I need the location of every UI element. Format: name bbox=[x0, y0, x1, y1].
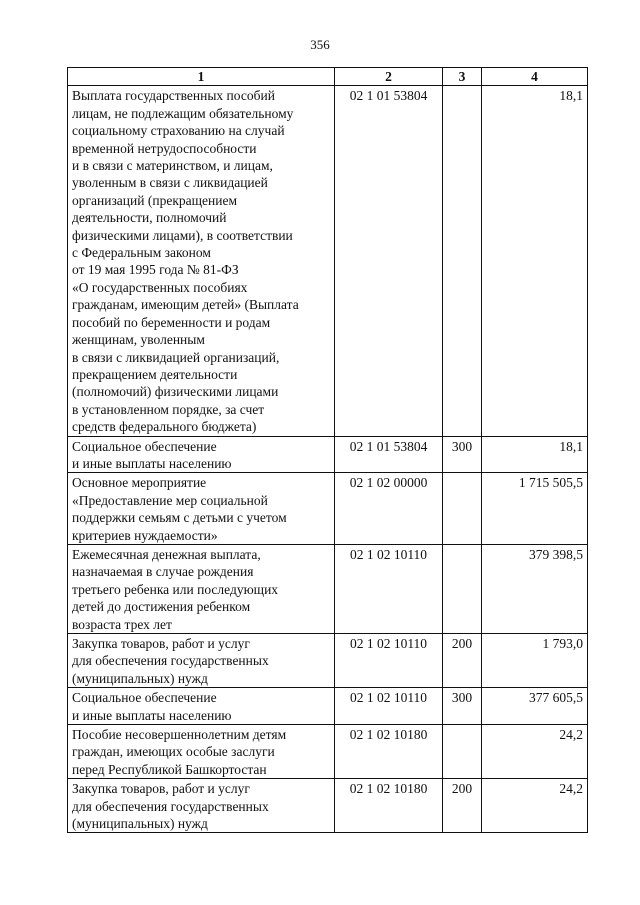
row-description: Выплата государственных пособий лицам, не подлежащим обязательному социальному страхованию на случай временной нетрудоспособности и в связи с материнством, и лицам, уволенным в связи с ликвидацией организаций (прекращением деятельности, полномочий физическими лицами), в соответствии с Федеральным законом от 19 мая 1995 года № 81-ФЗ «О государственных пособиях гражданам, имеющим детей» (Выплата пособий по беременности и родам женщинам, уволенным в связи с ликвидацией организаций, прекращением деятельности (полномочий) физическими лицами в установленном порядке, за счет средств федерального бюджета) bbox=[68, 86, 335, 436]
row-kind bbox=[443, 86, 482, 436]
row-kind: 200 bbox=[443, 779, 482, 833]
row-code: 02 1 02 10180 bbox=[335, 725, 443, 779]
header-row bbox=[68, 68, 588, 86]
row-amount: 1 793,0 bbox=[482, 634, 588, 688]
row-description: Закупка товаров, работ и услуг для обеспечения государственных (муниципальных) нужд bbox=[68, 634, 335, 688]
table-row bbox=[68, 544, 588, 633]
row-amount: 18,1 bbox=[482, 436, 588, 473]
table-header bbox=[68, 68, 588, 86]
row-code: 02 1 02 10110 bbox=[335, 688, 443, 725]
row-amount: 18,1 bbox=[482, 86, 588, 436]
table-body bbox=[68, 86, 588, 833]
row-kind: 300 bbox=[443, 436, 482, 473]
table-row bbox=[68, 688, 588, 725]
row-description: Социальное обеспечение и иные выплаты населению bbox=[68, 688, 335, 725]
budget-table bbox=[67, 67, 588, 833]
row-kind bbox=[443, 473, 482, 545]
row-description: Ежемесячная денежная выплата, назначаемая в случае рождения третьего ребенка или последующих детей до достижения ребенком возраста трех лет bbox=[68, 544, 335, 633]
row-description: Социальное обеспечение и иные выплаты населению bbox=[68, 436, 335, 473]
row-code: 02 1 01 53804 bbox=[335, 86, 443, 436]
header-cell-kind: 3 bbox=[443, 68, 482, 86]
table-row bbox=[68, 725, 588, 779]
table-row bbox=[68, 779, 588, 833]
row-kind: 200 bbox=[443, 634, 482, 688]
row-code: 02 1 02 00000 bbox=[335, 473, 443, 545]
header-cell-description: 1 bbox=[68, 68, 335, 86]
row-kind: 300 bbox=[443, 688, 482, 725]
table-row bbox=[68, 634, 588, 688]
table-row bbox=[68, 86, 588, 436]
row-code: 02 1 02 10110 bbox=[335, 634, 443, 688]
row-code: 02 1 02 10110 bbox=[335, 544, 443, 633]
row-code: 02 1 02 10180 bbox=[335, 779, 443, 833]
row-amount: 377 605,5 bbox=[482, 688, 588, 725]
row-amount: 24,2 bbox=[482, 725, 588, 779]
row-description: Закупка товаров, работ и услуг для обеспечения государственных (муниципальных) нужд bbox=[68, 779, 335, 833]
header-cell-amount: 4 bbox=[482, 68, 588, 86]
page-number: 356 bbox=[310, 37, 330, 52]
row-description: Пособие несовершеннолетним детям граждан, имеющих особые заслуги перед Республикой Башкортостан bbox=[68, 725, 335, 779]
table-row bbox=[68, 473, 588, 545]
header-cell-code: 2 bbox=[335, 68, 443, 86]
table-row bbox=[68, 436, 588, 473]
row-kind bbox=[443, 725, 482, 779]
row-code: 02 1 01 53804 bbox=[335, 436, 443, 473]
row-amount: 379 398,5 bbox=[482, 544, 588, 633]
row-amount: 1 715 505,5 bbox=[482, 473, 588, 545]
row-description: Основное мероприятие «Предоставление мер социальной поддержки семьям с детьми с учетом критериев нуждаемости» bbox=[68, 473, 335, 545]
row-amount: 24,2 bbox=[482, 779, 588, 833]
row-kind bbox=[443, 544, 482, 633]
